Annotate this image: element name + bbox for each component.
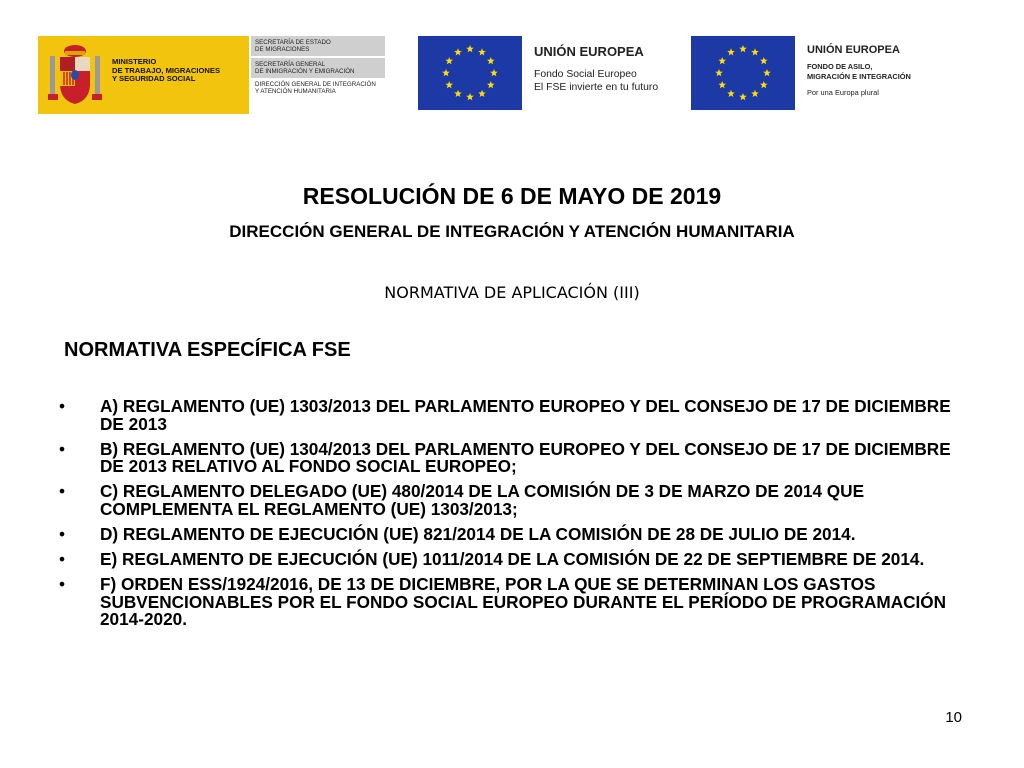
- ministry-line: MINISTERIO: [112, 57, 157, 66]
- secretaria-general: [251, 58, 385, 78]
- list-item-text: B) REGLAMENTO (UE) 1304/2013 DEL PARLAMENTO EUROPEO Y DEL CONSEJO DE 17 DE DICIEMBRE DE 2013 RELATIVO AL FONDO SOCIAL EUROPEO;: [100, 438, 951, 477]
- eu-fund-name: Fondo Social Europeo: [534, 69, 637, 80]
- eu-flag-icon: [418, 36, 522, 110]
- list-item: [56, 438, 966, 477]
- eu-fund-name: MIGRACIÓN E INTEGRACIÓN: [807, 72, 911, 81]
- secretaria-line: DIRECCIÓN GENERAL DE INTEGRACIÓN: [255, 81, 376, 88]
- list-item-text: F) ORDEN ESS/1924/2016, DE 13 DE DICIEMBRE, POR LA QUE SE DETERMINAN LOS GASTOS SUBVENCIONABLES POR EL FONDO SOCIAL EUROPEO DURANTE EL PERÍODO DE PROGRAMACIÓN 2014-2020.: [100, 574, 947, 630]
- list-item-text: C) REGLAMENTO DELEGADO (UE) 480/2014 DE LA COMISIÓN DE 3 DE MARZO DE 2014 QUE COMPLEMENTA EL REGLAMENTO (UE) 1303/2013;: [100, 481, 865, 519]
- list-item: [56, 551, 966, 569]
- list-item: [56, 483, 966, 518]
- eu-fund-name: FONDO DE ASILO,: [807, 62, 873, 71]
- regulation-list: [56, 398, 966, 637]
- secretaria-line: DE INMIGRACIÓN Y EMIGRACIÓN: [255, 68, 355, 75]
- bullet-icon: •: [59, 396, 66, 416]
- secretaria-line: SECRETARÍA DE ESTADO: [255, 39, 331, 46]
- bullet-icon: •: [59, 549, 66, 570]
- eu-title: UNIÓN EUROPEA: [534, 44, 644, 59]
- list-item: [56, 576, 966, 629]
- ministry-name: [112, 58, 220, 84]
- eu-slogan: El FSE invierte en tu futuro: [534, 82, 659, 93]
- ministry-line: Y SEGURIDAD SOCIAL: [112, 74, 196, 84]
- direccion-general: [251, 78, 385, 98]
- coat-of-arms-icon: [46, 42, 104, 108]
- bullet-icon: •: [59, 438, 66, 459]
- logo-bar: [38, 36, 988, 116]
- eu-flag-icon: [691, 36, 795, 110]
- secretaria-line: Y ATENCIÓN HUMANITARIA: [255, 88, 336, 95]
- section-heading: NORMATIVA ESPECÍFICA FSE: [64, 339, 351, 361]
- bullet-icon: •: [59, 574, 66, 595]
- list-item-text: D) REGLAMENTO DE EJECUCIÓN (UE) 821/2014 DE LA COMISIÓN DE 28 DE JULIO DE 2014.: [100, 524, 856, 545]
- secretaria-logo: [251, 36, 385, 114]
- secretaria-line: SECRETARÍA GENERAL: [255, 61, 326, 68]
- secretaria-line: DE MIGRACIONES: [255, 46, 310, 53]
- normativa-heading: NORMATIVA DE APLICACIÓN (III): [384, 283, 640, 302]
- list-item-text: E) REGLAMENTO DE EJECUCIÓN (UE) 1011/2014 DE LA COMISIÓN DE 22 DE SEPTIEMBRE DE 2014.: [100, 549, 925, 570]
- eu-fse-logo: [418, 36, 658, 114]
- ministry-line: DE TRABAJO, MIGRACIONES: [112, 65, 221, 75]
- secretaria-estado: [251, 36, 385, 56]
- bullet-icon: •: [59, 524, 66, 545]
- list-item: [56, 398, 966, 433]
- list-item-text: A) REGLAMENTO (UE) 1303/2013 DEL PARLAMENTO EUROPEO Y DEL CONSEJO DE 17 DE DICIEMBRE DE 2013: [100, 396, 951, 434]
- eu-slogan: Por una Europa plural: [807, 88, 879, 97]
- bullet-icon: •: [59, 481, 66, 502]
- eu-title: UNIÓN EUROPEA: [807, 44, 900, 56]
- eu-fami-logo: [691, 36, 921, 114]
- page-number: 10: [945, 709, 962, 726]
- page-title: RESOLUCIÓN DE 6 DE MAYO DE 2019: [302, 183, 722, 209]
- list-item: [56, 526, 966, 544]
- page-subtitle: DIRECCIÓN GENERAL DE INTEGRACIÓN Y ATENCIÓN HUMANITARIA: [229, 222, 795, 241]
- ministry-logo: [38, 36, 249, 114]
